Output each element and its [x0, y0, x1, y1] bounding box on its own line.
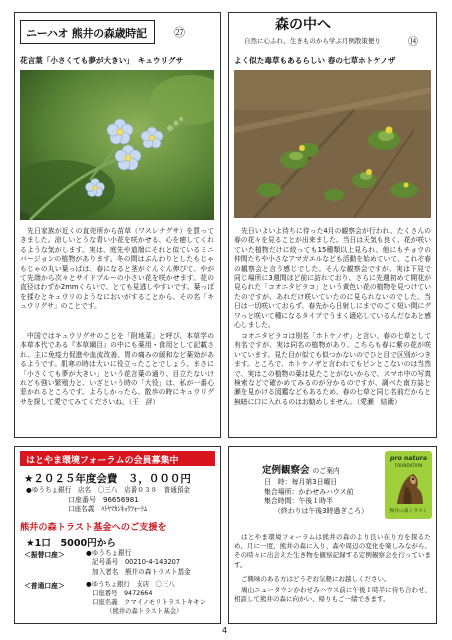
logo-caption: 熊井の森トラスト	[389, 509, 428, 514]
schedule-row	[264, 488, 384, 498]
page-number: 4	[222, 626, 228, 635]
regular-line: ●ゆうちょ銀行 支店 〇三八	[86, 580, 175, 588]
transfer-info	[86, 549, 218, 577]
schedule-row	[264, 507, 384, 517]
right-issue-number: ⑭	[408, 37, 418, 48]
forum-banner-text: はとやま環境フォーラムの会員募集中	[26, 456, 179, 466]
schedule-label: 集合場所：	[264, 487, 299, 496]
forum-fee: ★２０２５年度会費 ３，０００円	[24, 473, 191, 485]
right-paragraph-2: コオニタビラコは別名「ホトケノザ」と言い、春の七草として有名ですが、実は同名の植物があり、こちらも春に紫の花が咲いています。見た目が似ても似つかないのでひと目で区別がつきます。ところで、ホトケノザと言われてもピンとこないのは当然で、実はこの植物の葉は見たことがないからで、スマホ中の写真検索などで確かめてみるのが分かるのですが、調べた南方誌と瀬を見かける図鑑などもあるため、春の七草と同じ名前だからと無暗に口に入れるのはお勧めしません。（愛瀬 結衛）	[234, 332, 431, 406]
flower-illustration	[20, 70, 214, 220]
trust-heading: 熊井の森トラスト基金へのご支援を	[20, 522, 167, 533]
transfer-line: 記号番号 00210-4-143207	[92, 558, 181, 567]
schedule-value: 毎月第3日曜日	[291, 478, 338, 486]
right-subtitle: 自然に心ふれ、生きものから学ぶ月例散策便り	[244, 37, 381, 45]
regular-line: 口座名義 クマイノモリトラストキキン	[92, 598, 207, 606]
schedule-value: かわせみハウス前	[298, 487, 354, 496]
left-subtitle: 花言葉「小さくても夢が大きい」 キュウリグサ	[20, 56, 184, 65]
regular-line: （熊井の森トラスト基金）	[106, 607, 183, 615]
transfer-line: 加入者名 熊井の森トラスト基金	[92, 567, 191, 576]
bank-line: ●ゆうちょ銀行 店名 〇三八 店番０３８ 普通預金	[26, 486, 191, 494]
left-paragraph-2: 中国ではキュウリグサのことを「附地菜」と呼び、本草学の本草本代である『本草綱目』の中にも薬用・食用として記載され、主に免疫力促進や血流改善、胃の痛みの緩和など薬効があるようです。肌寒の時は大いに役立ったことでしょう。まさに「小さくても夢が大きい」という花言葉の通り、目立たないけれども強い繁殖力と、いざという時の「大役」は、私が一番心惹かれるところです。よろしかったら、散歩の時にキュウリグサを探して愛でてみてくださいね。（王 評）	[20, 332, 214, 406]
left-title: ニーハオ 熊井の森歳時記	[26, 27, 147, 40]
observation-title: 定例観察会	[262, 465, 310, 476]
bank-line: 口座番号 96656981	[68, 495, 139, 504]
left-issue-number: ㉗	[174, 26, 185, 39]
schedule-row	[264, 497, 384, 507]
forum-bank-info	[26, 486, 216, 515]
transfer-line: ●ゆうちょ銀行	[86, 549, 132, 557]
transfer-label: ＜振替口座＞	[24, 551, 65, 559]
schedule-label: 集合時間：	[264, 497, 299, 505]
schedule-label: 日 時：	[264, 478, 292, 486]
schedule-value: 午後１時半	[298, 497, 333, 505]
observation-title-suffix: のご案内	[312, 467, 340, 475]
regular-info	[86, 580, 218, 616]
observation-title-row	[262, 458, 340, 477]
observation-text-2: ご興味のある方はどうぞお気軽にお越しください。	[241, 575, 391, 583]
right-title: 森の中へ	[275, 17, 331, 33]
schedule-value: （終わりは午後3時過ぎころ）	[274, 506, 368, 515]
hotokenoza-photo	[234, 70, 431, 218]
observation-schedule	[264, 478, 384, 516]
regular-line: 口座番号 9472664	[92, 589, 153, 597]
schedule-row	[264, 478, 384, 488]
pro-natura-logo	[385, 451, 432, 519]
right-paragraph-1: 先日いよいよ待ちに待った4月の観察会が行われ、たくさんの春の花々を見ることが出来ました。当日は天気も良く、花が咲いていた植物だけに絞っても15種類以上見られ、他にもチョウの仲間たちや小さなアマガエルなども活動を始めていて、これぞ春の観察会と言う感じでした。そんな観察会ですが、実は下見で同じ場所に3週間ほど前に訪れており、さらに先週初めて開花が見られた「コオニタビラコ」という黄色い花の植物を見つけていたのですが、あれだけ咲いていたのに見られないのでした。当日は一切咲いておらず、春先から日射しにまでのごく短い間にグワっと咲いて種になるタイプでうまく適応しているんだなあと感心しました。	[234, 227, 431, 330]
bank-line: 口座名義 ﾊﾄﾔﾏｶﾝｷｮｳﾌｫｰﾗﾑ	[68, 505, 148, 514]
observation-text-3: 鳩山ニュータウンかわせみハウス前に午後１時半に待ち合わせ、相談して熊井の森に向かい、帰りもご一緒できます。	[234, 586, 431, 604]
forum-banner	[20, 451, 215, 466]
logo-sub-text: FOUNDATION	[394, 463, 423, 468]
owl-icon	[393, 470, 425, 504]
trust-fee: ★1口 5000円から	[26, 538, 116, 549]
left-paragraph-1: 先日家族が近くの直売所から苗草（ワスレナグサ）を買ってきました。涼しいとうな青い小花を咲かせる、心を癒してくれるような気がします。実は、庭先や道端にそれと似ているミニバージョンの植物があります。冬の間はぶんわりとしたもじゃもじゃの丸い葉っぱは、春になると茎がぐんぐん伸びて、やがて先端から次々とサイドブルーの小さい花を咲かせます。花の直径はわずか2mmくらいで、とても見逃しやすいです。葉っぱを揉むとキュウリのようなにおいがすることから、その名「キュウリグサ」のことです。	[20, 227, 214, 311]
regular-label: ＜普通口座＞	[24, 582, 65, 590]
cucumber-herb-photo	[20, 70, 214, 220]
logo-top-text: pro natura	[389, 455, 428, 462]
observation-text-1: はとやま環境フォーラムは熊井の森のより良い在り方を探るため、月に一度、熊井の森に入り、森や周辺の変化を楽しみながら、その時々に出会えた生き物を観察記録する定例観察会を行っています。	[234, 533, 431, 569]
right-caption: よく似た毒草もあるらしい 春の七草ホトケノザ	[234, 56, 396, 65]
groundcover-illustration	[234, 70, 431, 218]
left-title-box	[20, 20, 155, 44]
